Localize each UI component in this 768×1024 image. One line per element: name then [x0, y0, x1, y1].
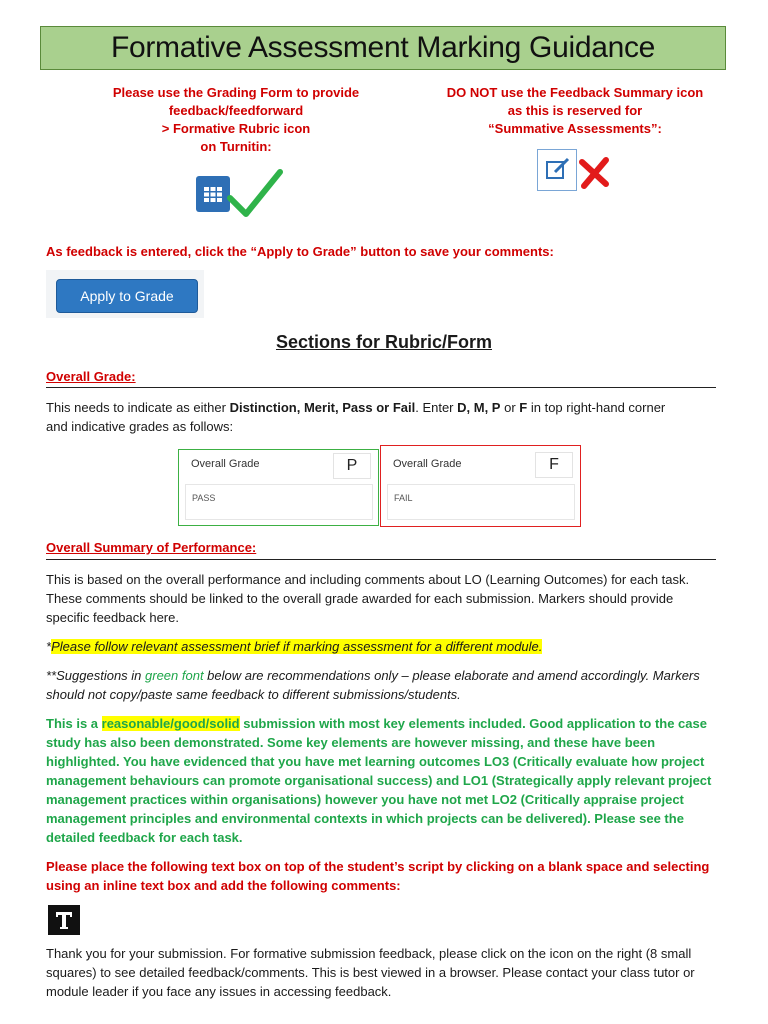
text-run: . Enter: [415, 400, 458, 415]
feedback-summary-icon[interactable]: [537, 149, 577, 191]
suggestions-note: [46, 666, 718, 704]
instruction-line: “Summative Assessments”:: [488, 121, 662, 136]
divider: [46, 559, 716, 560]
text-run: below are recommendations only – please elaborate and amend accordingly. Markers should not copy/paste same feedback to different submissions/students.: [46, 668, 700, 702]
text-box-tool[interactable]: [48, 905, 80, 935]
grade-card-fail: [380, 445, 581, 527]
grade-card-label: Overall Grade: [393, 458, 462, 470]
sections-heading: Sections for Rubric/Form: [275, 332, 493, 352]
text-run: This needs to indicate as either: [46, 400, 230, 415]
assessment-brief-note: [46, 637, 726, 656]
highlighted-grade-words: reasonable/good/solid: [101, 716, 240, 731]
instruction-line: > Formative Rubric icon: [161, 121, 311, 136]
overall-grade-heading: Overall Grade:: [46, 369, 136, 384]
grade-letter-box[interactable]: [333, 453, 371, 479]
title-banner: [40, 26, 726, 70]
text-run: **Suggestions in: [46, 668, 146, 683]
text-T-icon: [53, 909, 75, 931]
instruction-line: on Turnitin:: [200, 139, 272, 154]
grid-icon: [196, 176, 230, 212]
instruction-line: as this is reserved for: [507, 103, 643, 118]
grade-text-line: [46, 398, 726, 417]
text-run: submission with most key elements included. Good application to the case study has also been demonstrated. Some key elements are however missing, and these have been highlighted. You have evidenced that you have met learning outcomes LO3 (Critically evaluate how project management behaviours can promote organisational success) and LO1 (Strategically apply relevant project management practices within organisations) however you have not met LO2 (Critically appraise project management principles and environmental contexts in which projects can be delivered). Please see the detailed feedback for each task.: [46, 716, 712, 845]
grade-card-label: Overall Grade: [191, 458, 260, 470]
summary-heading: Overall Summary of Performance:: [46, 540, 257, 555]
text-box-instruction: Please place the following text box on top of the student’s script by clicking on a blank space and selecting using an inline text box and add the following comments:: [46, 859, 710, 893]
grade-options: Distinction, Merit, Pass or Fail: [229, 400, 416, 415]
grade-value: FAIL: [394, 493, 413, 503]
grading-form-instruction: [96, 84, 376, 156]
student-comment-text: Thank you for your submission. For formative submission feedback, please click on the icon on the right (8 small squares) to see detailed feedback/comments. This is best viewed in a browser. Please contact your class tutor or module leader if you face any issues in accessing feedback.: [46, 946, 695, 999]
divider: [46, 387, 716, 388]
text-run: or: [500, 400, 520, 415]
grade-letter-f: F: [519, 400, 528, 415]
highlighted-note: Please follow relevant assessment brief if marking assessment for a different module.: [51, 639, 543, 654]
sample-feedback-text: [46, 714, 718, 847]
apply-to-grade-button[interactable]: Apply to Grade: [56, 279, 198, 313]
green-font-label: green font: [145, 668, 204, 683]
x-icon: [576, 156, 612, 190]
text-run: This is a: [46, 716, 102, 731]
instruction-line: Please use the Grading Form to provide: [112, 85, 360, 100]
rubric-grid-icon[interactable]: [196, 176, 230, 212]
grade-letter-box[interactable]: [535, 452, 573, 478]
apply-instruction: As feedback is entered, click the “Apply to Grade” button to save your comments:: [46, 244, 554, 259]
grade-text-line: and indicative grades as follows:: [46, 419, 234, 434]
grade-card-pass: [178, 449, 379, 526]
instruction-line: DO NOT use the Feedback Summary icon: [446, 85, 704, 100]
grade-letter: F: [549, 456, 559, 473]
instruction-line: feedback/feedforward: [168, 103, 304, 118]
overall-grade-description: [46, 398, 726, 436]
feedback-summary-warning: [430, 84, 720, 138]
text-run: in top right-hand corner: [527, 400, 666, 415]
grade-letter: P: [346, 457, 358, 474]
summary-description: This is based on the overall performance and including comments about LO (Learning Outcomes) for each task. These comments should be linked to the overall grade awarded for each submission. Markers should provide specific feedback here.: [46, 572, 690, 625]
grade-value-field[interactable]: [185, 484, 373, 520]
grade-value: PASS: [192, 493, 216, 503]
grade-value-field[interactable]: [387, 484, 575, 520]
note-marker: *: [46, 639, 52, 654]
check-icon: [226, 168, 284, 220]
grade-letters: D, M, P: [457, 400, 501, 415]
page-title: Formative Assessment Marking Guidance: [110, 31, 656, 64]
edit-icon: [538, 150, 576, 190]
